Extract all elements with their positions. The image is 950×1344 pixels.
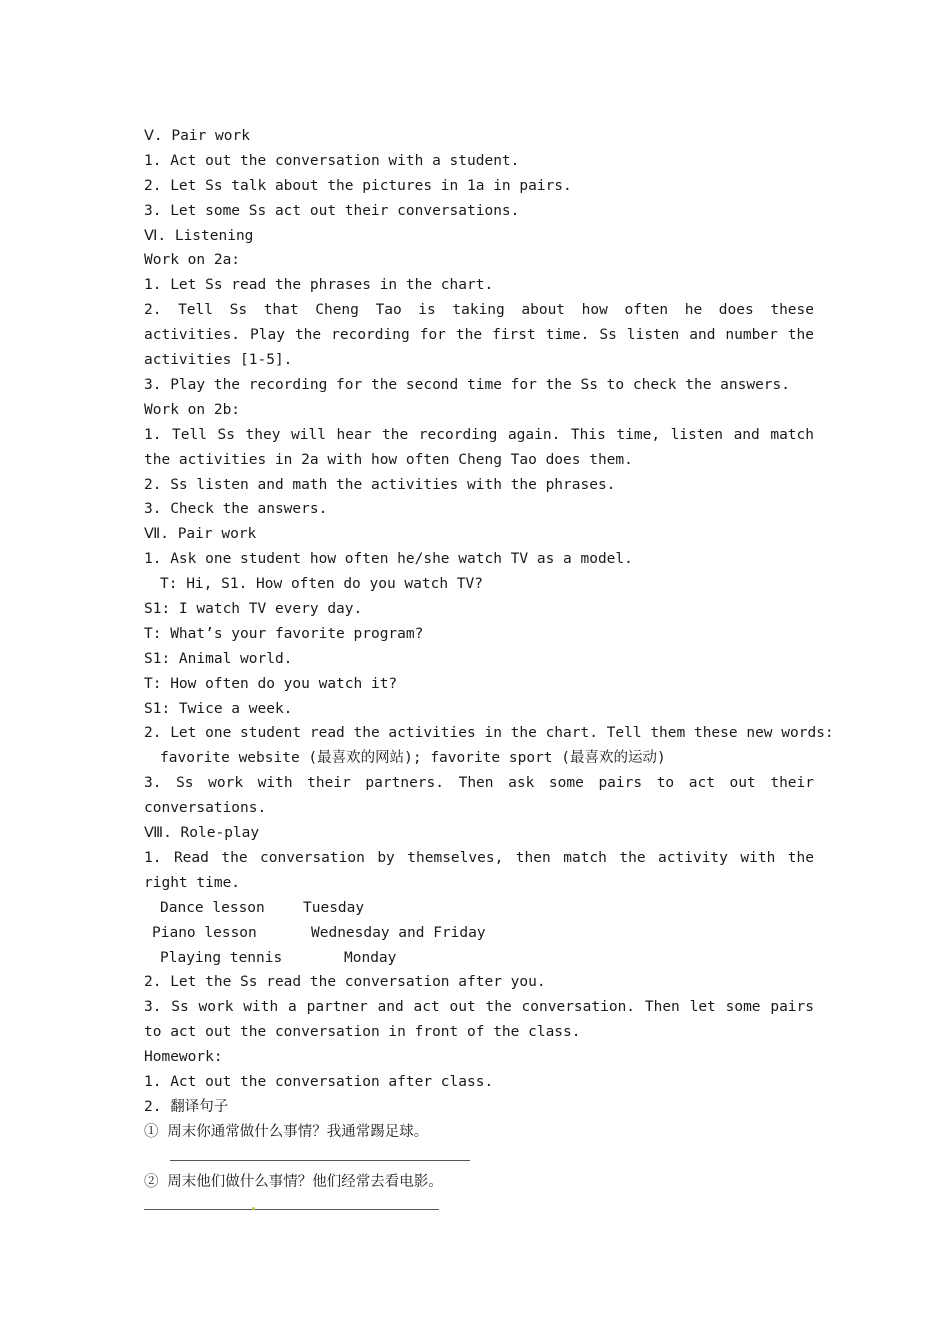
text-paragraph: 3. Ss work with a partner and act out the conversation. Then let some pairs to act out the conversation in front of the class. bbox=[144, 999, 814, 1041]
text-paragraph: 2. Tell Ss that Cheng Tao is taking about how often he does these activities. Play the recording for the first time. Ss listen and number the activities [1-5]. bbox=[144, 302, 814, 369]
dialogue-line: T: How often do you watch it? bbox=[144, 675, 398, 692]
vocabulary-line: favorite website (最喜欢的网站); favorite sport (最喜欢的运动) bbox=[160, 750, 666, 767]
text-line: 3. Let some Ss act out their conversations. bbox=[144, 202, 520, 219]
text-line: 2. 翻译句子 bbox=[144, 1098, 229, 1115]
schedule-row bbox=[144, 946, 814, 971]
text-line: 3. Check the answers. bbox=[144, 501, 328, 518]
text-paragraph: 1. Read the conversation by themselves, then match the activity with the right time. bbox=[144, 849, 814, 891]
text-line: 2. Let the Ss read the conversation after you. bbox=[144, 974, 546, 991]
text-line: 2. Let one student read the activities in the chart. Tell them these new words: bbox=[144, 725, 834, 742]
section-heading-pair-work-2: Ⅶ. Pair work bbox=[144, 526, 257, 543]
text-line: 1. Ask one student how often he/she watch TV as a model. bbox=[144, 551, 633, 568]
answer-blank[interactable] bbox=[144, 1194, 814, 1219]
activity-label: Playing tennis bbox=[160, 949, 283, 966]
homework-heading: Homework: bbox=[144, 1049, 223, 1066]
activity-label: Dance lesson bbox=[160, 899, 265, 916]
text-line: 2. Let Ss talk about the pictures in 1a in pairs. bbox=[144, 177, 572, 194]
time-label: Wednesday and Friday bbox=[311, 924, 486, 941]
document-page bbox=[144, 124, 834, 1219]
translation-item: ② 周末他们做什么事情？他们经常去看电影。 bbox=[144, 1173, 443, 1190]
text-paragraph: 1. Tell Ss they will hear the recording again. This time, listen and match the activities in 2a with how often Cheng Tao does them. bbox=[144, 426, 814, 468]
answer-blank[interactable] bbox=[144, 1145, 814, 1170]
text-line: 1. Let Ss read the phrases in the chart. bbox=[144, 277, 494, 294]
text-line: 3. Play the recording for the second time for the Ss to check the answers. bbox=[144, 376, 791, 393]
dialogue-line: T: Hi, S1. How often do you watch TV? bbox=[160, 576, 484, 593]
section-heading-role-play: Ⅷ. Role-play bbox=[144, 825, 260, 842]
subheading-2a: Work on 2a: bbox=[144, 252, 241, 269]
schedule-row bbox=[144, 896, 814, 921]
dialogue-line: T: What’s your favorite program? bbox=[144, 625, 424, 642]
section-heading-pair-work: Ⅴ. Pair work bbox=[144, 128, 250, 144]
answer-underline bbox=[144, 1209, 439, 1210]
dialogue-line: S1: I watch TV every day. bbox=[144, 601, 363, 617]
text-line: 1. Act out the conversation with a student. bbox=[144, 152, 520, 169]
subheading-2b: Work on 2b: bbox=[144, 401, 241, 418]
dialogue-line: S1: Twice a week. bbox=[144, 700, 293, 717]
schedule-row bbox=[144, 921, 814, 946]
text-line: 2. Ss listen and math the activities with the phrases. bbox=[144, 476, 616, 493]
time-label: Tuesday bbox=[303, 899, 365, 916]
translation-item: ① 周末你通常做什么事情？我通常踢足球。 bbox=[144, 1123, 429, 1140]
time-label: Monday bbox=[344, 949, 397, 966]
text-line: 1. Act out the conversation after class. bbox=[144, 1074, 494, 1091]
answer-underline bbox=[170, 1160, 470, 1161]
section-heading-listening: Ⅵ. Listening bbox=[144, 227, 254, 244]
activity-label: Piano lesson bbox=[152, 924, 257, 941]
dialogue-line: S1: Animal world. bbox=[144, 650, 293, 667]
text-paragraph: 3. Ss work with their partners. Then ask some pairs to act out their conversations. bbox=[144, 775, 814, 817]
